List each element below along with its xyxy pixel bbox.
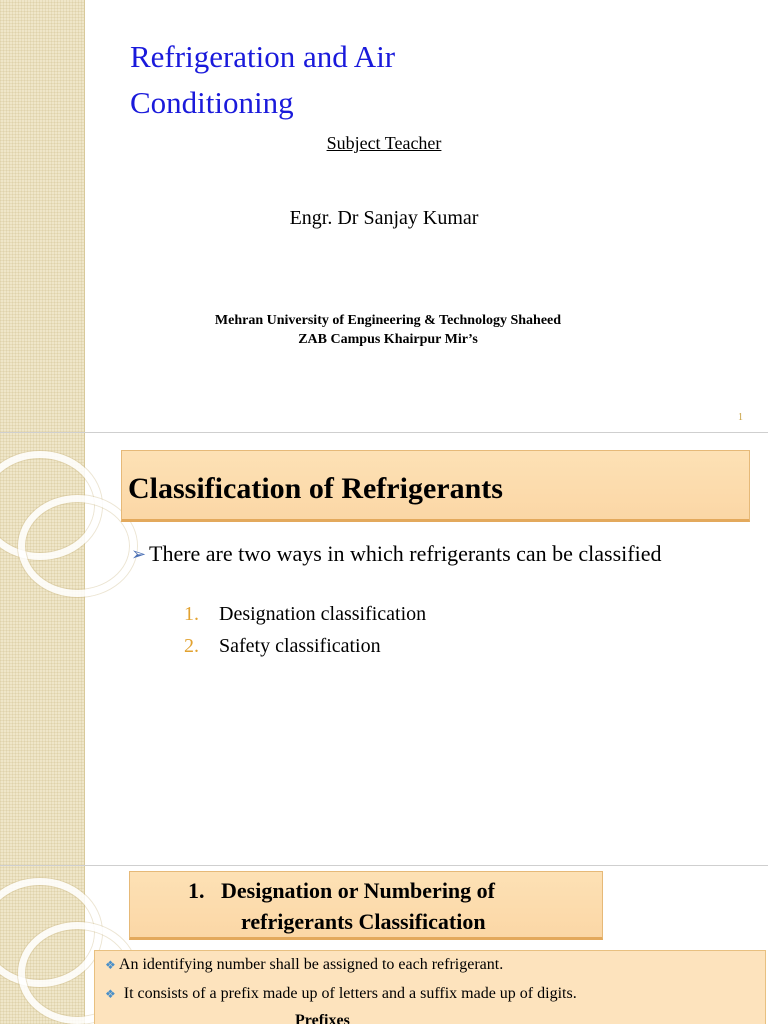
subject-teacher-label: Subject Teacher — [326, 133, 442, 153]
heading-text-1: Designation or Numbering of — [221, 878, 495, 903]
diamond-bullet-icon: ❖ — [105, 987, 116, 1001]
item-text: Safety classification — [219, 635, 381, 657]
content-bullet-text: An identifying number shall be assigned to each refrigerant. — [118, 956, 504, 973]
content-bullet — [105, 985, 577, 1003]
decorative-side-strip — [0, 866, 85, 1024]
slide-2-title: Classification of Refrigerants — [128, 472, 503, 505]
university-line-1: Mehran University of Engineering & Technology Shaheed — [214, 313, 562, 328]
content-bullet-text: It consists of a prefix made up of letters and a suffix made up of digits. — [123, 985, 577, 1002]
teacher-name: Engr. Dr Sanjay Kumar — [289, 207, 479, 229]
slide-1-title: Refrigeration and Air Conditioning — [130, 39, 396, 120]
diamond-bullet-icon: ❖ — [105, 958, 116, 972]
decorative-ring-icon — [18, 495, 137, 597]
heading-number: 1. — [188, 878, 205, 903]
university-line-2: ZAB Campus Khairpur Mir’s — [298, 332, 478, 347]
heading-line-1 — [188, 875, 495, 906]
slide-3 — [0, 866, 768, 1024]
page-number: 1 — [738, 412, 743, 423]
heading-line-2: refrigerants Classification — [241, 909, 486, 934]
arrow-bullet-icon: ➢ — [131, 544, 147, 564]
item-number: 1. — [184, 603, 199, 625]
content-bullet — [105, 956, 503, 974]
item-text: Designation classification — [219, 603, 427, 625]
bullet-text: There are two ways in which refrigerants can be classified — [149, 541, 662, 566]
prefixes-subheading: Prefixes — [295, 1012, 350, 1024]
slide-3-heading-box — [129, 871, 603, 940]
slide-2 — [0, 433, 768, 865]
slide-2-title-box — [121, 450, 750, 522]
university-name — [0, 311, 768, 349]
content-box — [94, 950, 766, 1024]
bullet-item — [131, 538, 691, 569]
item-number: 2. — [184, 635, 199, 657]
decorative-side-strip — [0, 433, 85, 865]
slide-1 — [0, 0, 768, 432]
